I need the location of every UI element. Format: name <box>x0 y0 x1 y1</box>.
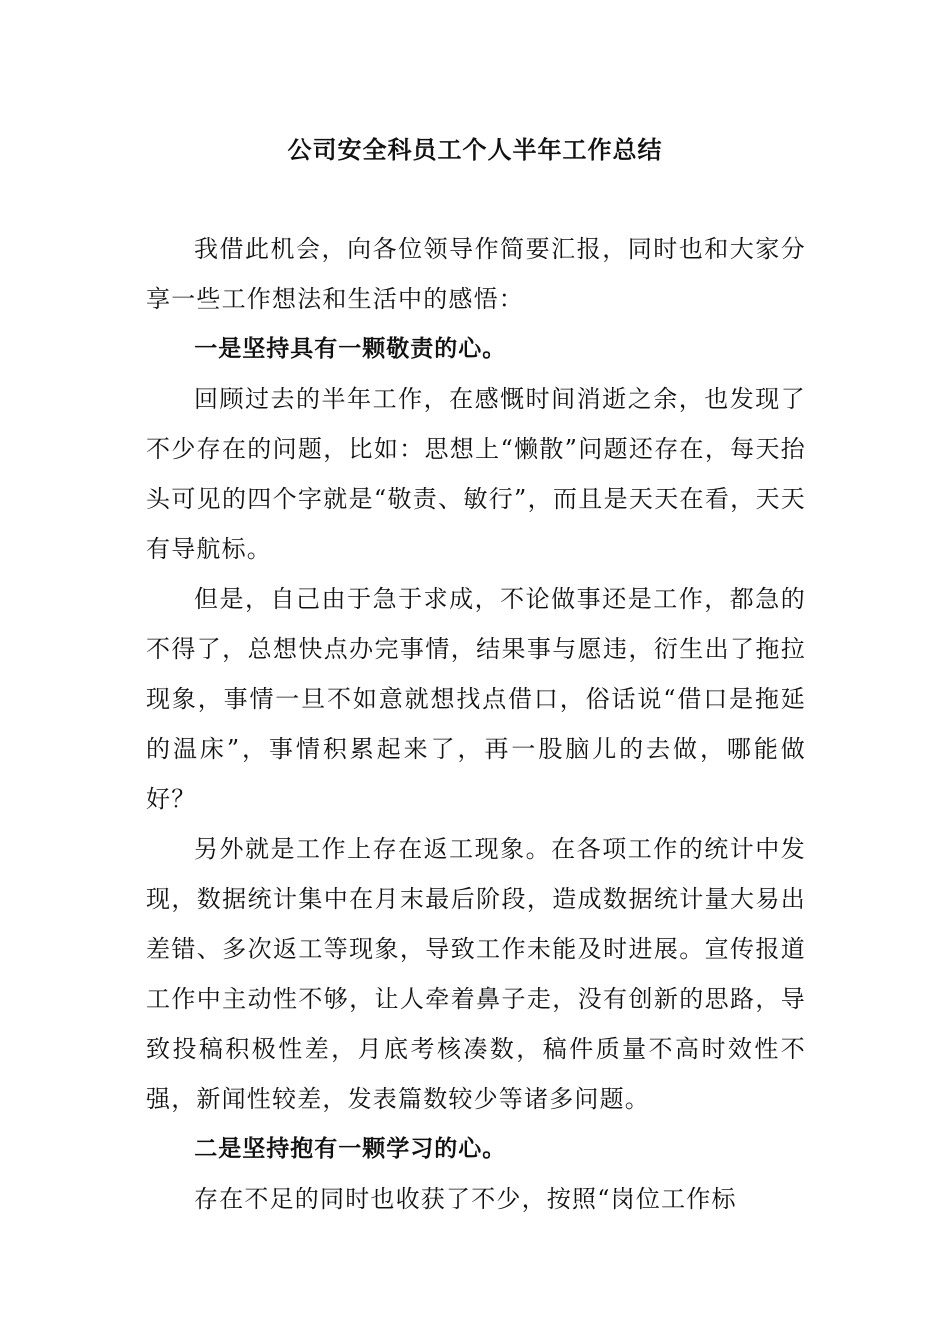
body-paragraph: 回顾过去的半年工作，在感慨时间消逝之余，也发现了不少存在的问题，比如：思想上“懒散”问题还存在，每天抬头可见的四个字就是“敬责、敏行”，而且是天天在看，天天有导航标。 <box>146 385 806 563</box>
body-paragraph: 另外就是工作上存在返工现象。在各项工作的统计中发现，数据统计集中在月末最后阶段，造成数据统计量大易出差错、多次返工等现象，导致工作未能及时进展。宣传报道工作中主动性不够，让人牵着鼻子走，没有创新的思路，导致投稿积极性差，月底考核凑数，稿件质量不高时效性不强，新闻性较差，发表篇数较少等诸多问题。 <box>146 835 806 1113</box>
intro-paragraph: 我借此机会，向各位领导作简要汇报，同时也和大家分享一些工作想法和生活中的感悟： <box>146 235 806 313</box>
section-heading-two: 二是坚持抱有一颗学习的心。 <box>194 1136 507 1162</box>
section-heading-one: 一是坚持具有一颗敬责的心。 <box>194 336 507 362</box>
document-title: 公司安全科员工个人半年工作总结 <box>287 136 663 164</box>
body-paragraph: 存在不足的同时也收获了不少，按照“岗位工作标 <box>194 1185 737 1213</box>
body-paragraph: 但是，自己由于急于求成，不论做事还是工作，都急的不得了，总想快点办完事情，结果事与愿违，衍生出了拖拉现象，事情一旦不如意就想找点借口，俗话说“借口是拖延的温床”，事情积累起来了，再一股脑儿的去做，哪能做好？ <box>146 585 806 813</box>
document-body <box>146 224 806 1224</box>
